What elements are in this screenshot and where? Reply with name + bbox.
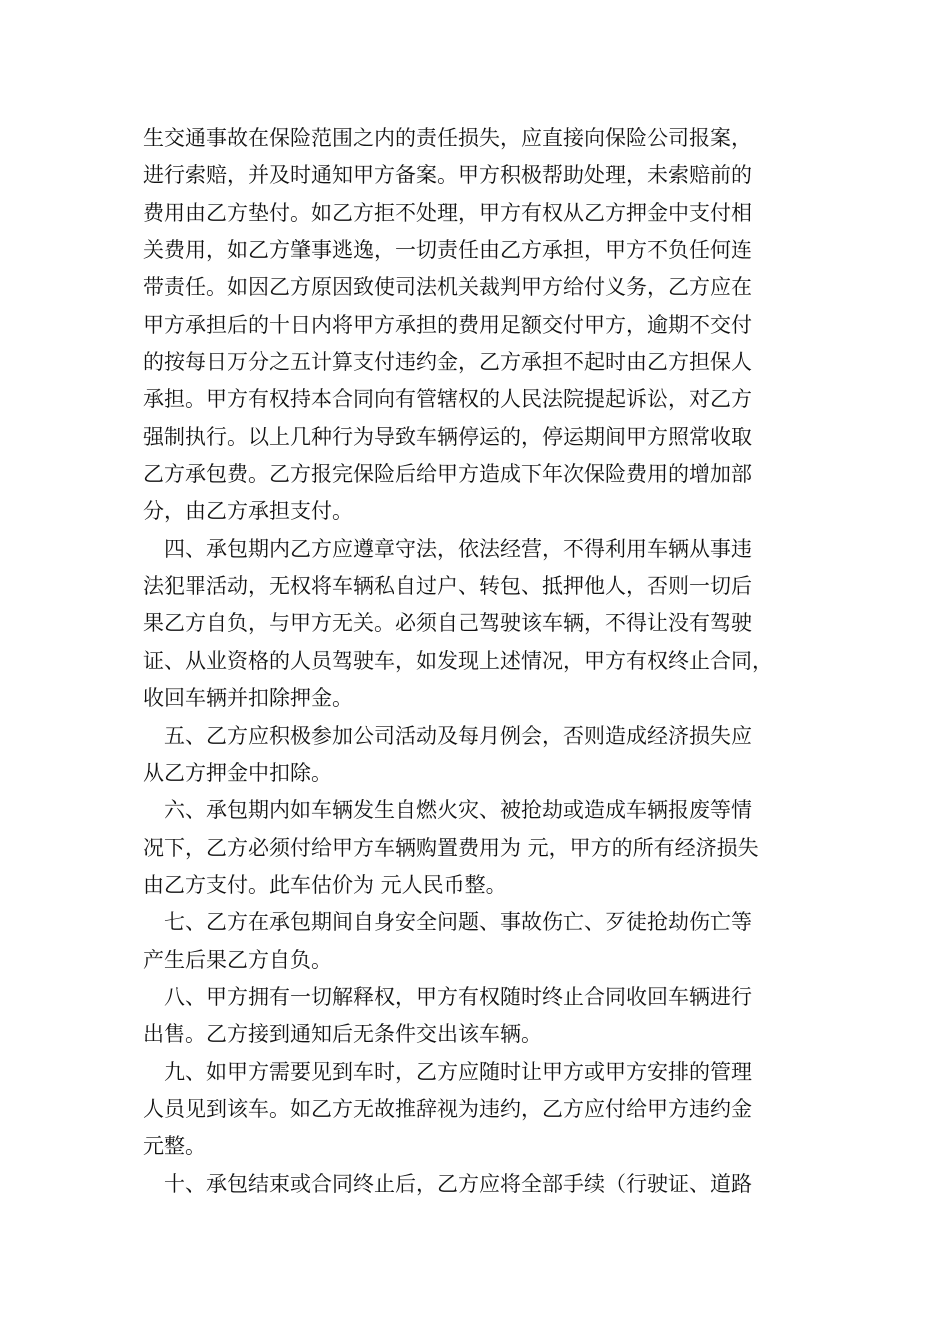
text-line: 法犯罪活动，无权将车辆私自过户、转包、抵押他人，否则一切后	[143, 574, 752, 599]
text-line: 关费用，如乙方肇事逃逸，一切责任由乙方承担，甲方不负任何连	[143, 238, 752, 263]
clause-6-line: 六、承包期内如车辆发生自燃火灾、被抢劫或造成车辆报废等情	[143, 798, 752, 823]
text-line: 承担。甲方有权持本合同向有管辖权的人民法院提起诉讼，对乙方	[143, 387, 752, 412]
text-line: 进行索赔，并及时通知甲方备案。甲方积极帮助处理，未索赔前的	[143, 163, 752, 188]
text-line: 从乙方押金中扣除。	[143, 760, 332, 785]
text-line: 果乙方自负，与甲方无关。必须自己驾驶该车辆，不得让没有驾驶	[143, 611, 752, 636]
text-line: 况下，乙方必须付给甲方车辆购置费用为 元，甲方的所有经济损失	[143, 835, 759, 860]
text-line: 费用由乙方垫付。如乙方拒不处理，甲方有权从乙方押金中支付相	[143, 200, 752, 225]
clause-5-line: 五、乙方应积极参加公司活动及每月例会，否则造成经济损失应	[143, 723, 752, 748]
text-line: 带责任。如因乙方原因致使司法机关裁判甲方给付义务，乙方应在	[143, 275, 752, 300]
text-line: 分，由乙方承担支付。	[143, 499, 353, 524]
text-line: 的按每日万分之五计算支付违约金，乙方承担不起时由乙方担保人	[143, 350, 752, 375]
text-line: 出售。乙方接到通知后无条件交出该车辆。	[143, 1022, 542, 1047]
text-line: 证、从业资格的人员驾驶车，如发现上述情况，甲方有权终止合同，	[143, 648, 773, 673]
text-line: 由乙方支付。此车估价为 元人民币整。	[143, 872, 507, 897]
clause-9-line: 九、如甲方需要见到车时，乙方应随时让甲方或甲方安排的管理	[143, 1059, 752, 1084]
clause-4-line: 四、承包期内乙方应遵章守法，依法经营，不得利用车辆从事违	[143, 536, 752, 561]
text-line: 元整。	[143, 1134, 206, 1159]
text-line: 人员见到该车。如乙方无故推辞视为违约，乙方应付给甲方违约金	[143, 1096, 752, 1121]
text-line: 生交通事故在保险范围之内的责任损失，应直接向保险公司报案，	[143, 126, 752, 150]
text-line: 乙方承包费。乙方报完保险后给甲方造成下年次保险费用的增加部	[143, 462, 752, 487]
text-line: 收回车辆并扣除押金。	[143, 686, 353, 711]
clause-10-line: 十、承包结束或合同终止后，乙方应将全部手续（行驶证、道路	[143, 1171, 752, 1196]
clause-7-line: 七、乙方在承包期间自身安全问题、事故伤亡、歹徒抢劫伤亡等	[143, 910, 752, 935]
text-line: 甲方承担后的十日内将甲方承担的费用足额交付甲方，逾期不交付	[143, 312, 752, 337]
text-line: 强制执行。以上几种行为导致车辆停运的，停运期间甲方照常收取	[143, 424, 752, 449]
clause-8-line: 八、甲方拥有一切解释权，甲方有权随时终止合同收回车辆进行	[143, 984, 752, 1009]
text-line: 产生后果乙方自负。	[143, 947, 332, 972]
contract-body	[143, 120, 823, 1203]
